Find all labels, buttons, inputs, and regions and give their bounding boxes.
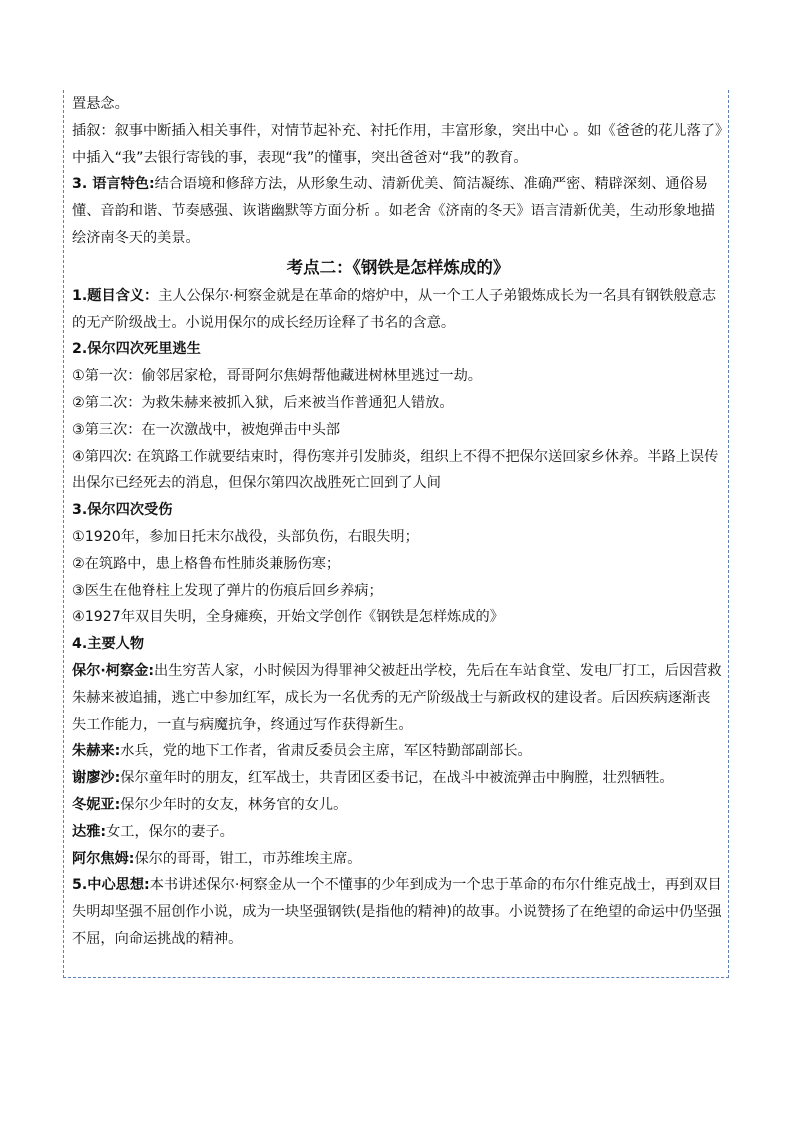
- character-desc: 保尔少年时的女友，林务官的女儿。: [120, 796, 348, 813]
- title-meaning-text: 主人公保尔·柯察金就是在革命的熔炉中，从一个工人子弟锻炼成长为一名具有钢铁般意志的无产阶级战士。小说用保尔的成长经历诠释了书名的含意。: [72, 287, 717, 331]
- character-desc: 水兵，党的地下工作者，省肃反委员会主席，军区特勤部副部长。: [120, 743, 532, 760]
- character-item: [72, 792, 724, 819]
- language-features-label: 3. 语言特色:: [72, 176, 155, 193]
- characters-heading: 4.主要人物: [72, 636, 145, 653]
- character-desc: 女工，保尔的妻子。: [106, 823, 234, 840]
- character-desc: 保尔的哥哥，钳工，市苏维埃主席。: [134, 850, 362, 867]
- paragraph-flashback: 插叙：叙事中断插入相关事件，对情节起补充、衬托作用，丰富形象，突出中心 。如《爸爸的花儿落了》中插入“我”去银行寄钱的事，表现“我”的懂事，突出爸爸对“我”的教育。: [72, 122, 723, 166]
- paragraph-suspense-end: 置悬念。: [72, 96, 129, 112]
- language-features-text: 结合语境和修辞方法，从形象生动、清新优美、简洁凝练、准确严密、精辟深刻、通俗易懂、音韵和谐、节奏感强、诙谐幽默等方面分析 。如老舍《济南的冬天》语言清新优美，生动形象地描绘济南冬天的美景。: [72, 176, 715, 246]
- character-name: 朱赫来:: [72, 743, 121, 760]
- character-item: [72, 819, 724, 846]
- section-title: 考点二：《钢铁是怎样炼成的》: [286, 257, 510, 277]
- escape-item: ③第三次：在一次激战中，被炮弹击中头部: [72, 421, 341, 438]
- title-meaning-label: 1.题目含义：: [72, 287, 159, 304]
- central-theme-label: 5.中心思想:: [72, 877, 150, 894]
- character-desc: 保尔童年时的朋友，红军战士，共青团区委书记，在战斗中被流弹击中胸膛，壮烈牺牲。: [120, 770, 674, 787]
- escape-item: ④第四次: 在筑路工作就要结束时，得伤寒并引发肺炎，组织上不得不把保尔送回家乡休养。半路上误传出保尔已经死去的消息，但保尔第四次战胜死亡回到了人间: [72, 448, 719, 492]
- character-item: [72, 738, 724, 765]
- injury-item: ③医生在他脊柱上发现了弹片的伤痕后回乡养病；: [72, 582, 383, 599]
- character-item: [72, 658, 724, 738]
- character-name: 阿尔焦姆:: [72, 850, 135, 867]
- document-content: [72, 91, 724, 953]
- escape-item: ①第一次：偷邻居家枪，哥哥阿尔焦姆帮他藏进树林里逃过一劫。: [72, 368, 482, 385]
- injury-item: ④1927年双目失明，全身瘫痪，开始文学创作《钢铁是怎样炼成的》: [72, 609, 504, 626]
- character-name: 保尔·柯察金:: [72, 662, 155, 679]
- character-name: 谢廖沙:: [72, 770, 121, 787]
- paragraph-language-features: [72, 171, 724, 251]
- character-desc: 出生穷苦人家，小时候因为得罪神父被赶出学校，先后在车站食堂、发电厂打工，后因营救朱赫来被追捕，逃亡中参加红军，成长为一名优秀的无产阶级战士与新政权的建设者。后因疾病逐渐丧失工作能力，一直与病魔抗争，终通过写作获得新生。: [72, 662, 722, 733]
- paragraph-central-theme: [72, 872, 724, 952]
- character-item: [72, 765, 724, 792]
- central-theme-text: 本书讲述保尔·柯察金从一个不懂事的少年到成为一个忠于革命的布尔什维克战士，再到双目失明却坚强不屈创作小说，成为一块坚强钢铁(是指他的精神)的故事。小说赞扬了在绝望的命运中仍坚强不屈，向命运挑战的精神。: [72, 877, 722, 947]
- escapes-heading: 2.保尔四次死里逃生: [72, 341, 201, 358]
- character-name: 冬妮亚:: [72, 796, 121, 813]
- paragraph-title-meaning: [72, 283, 724, 337]
- escape-item: ②第二次：为救朱赫来被抓入狱，后来被当作普通犯人错放。: [72, 394, 454, 411]
- injuries-heading: 3.保尔四次受伤: [72, 502, 173, 519]
- character-item: [72, 846, 724, 873]
- injury-item: ②在筑路中，患上格鲁布性肺炎兼肠伤寒；: [72, 555, 341, 572]
- character-name: 达雅:: [72, 823, 107, 840]
- injury-item: ①1920年，参加日托末尔战役，头部负伤，右眼失明；: [72, 528, 419, 545]
